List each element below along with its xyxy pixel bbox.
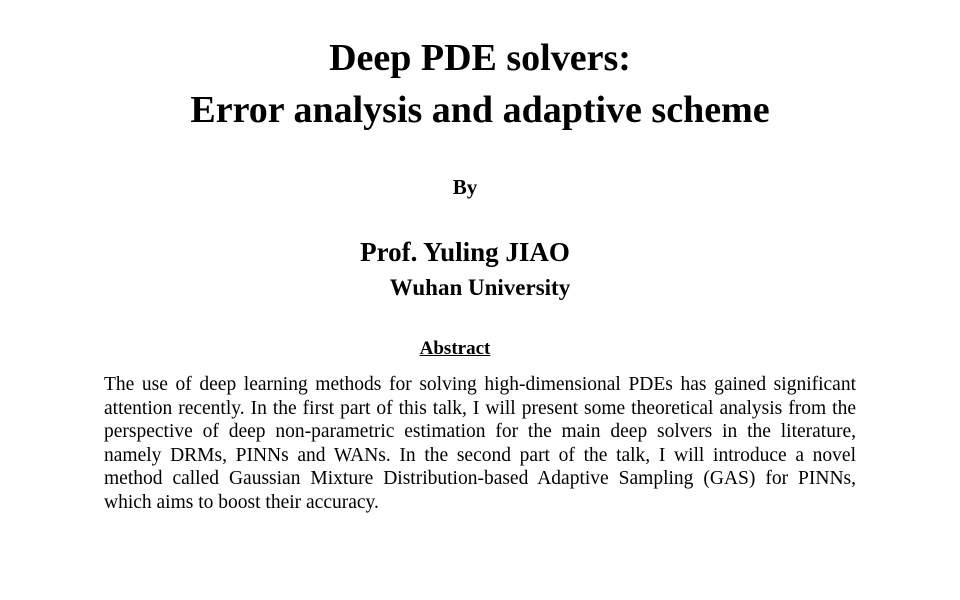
title-line-2: Error analysis and adaptive scheme	[190, 89, 770, 131]
byline: By	[452, 175, 478, 199]
abstract-text: The use of deep learning methods for solving high-dimensional PDEs has gained significant attention recently. In the first part of this talk, I will present some theoretical analysis from the perspective of deep non-parametric estimation for the main deep solvers in the literature, namely DRMs, PINNs and WANs. In the second part of the talk, I will introduce a novel method called Gaussian Mixture Distribution-based Adaptive Sampling (GAS) for PINNs, which aims to boost their accuracy.	[104, 374, 856, 513]
author-name: Prof. Yuling JIAO	[360, 237, 570, 267]
abstract-heading: Abstract	[419, 338, 491, 359]
author-affiliation: Wuhan University	[389, 275, 571, 300]
title-line-1: Deep PDE solvers:	[329, 37, 631, 79]
